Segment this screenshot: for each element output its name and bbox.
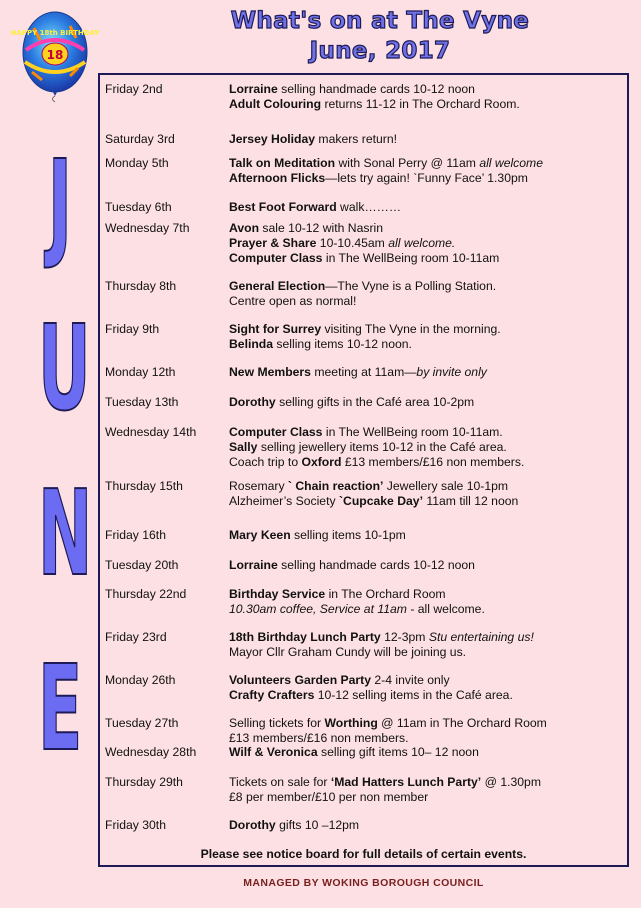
event-description <box>229 425 629 470</box>
event-line <box>229 745 629 760</box>
event-line <box>229 171 629 186</box>
event-text: Prayer & Share <box>229 236 317 250</box>
event-text: Dorothy <box>229 395 276 409</box>
event-line <box>229 479 629 494</box>
event-text: Wilf & Veronica <box>229 745 318 759</box>
event-day: Saturday 3rd <box>105 132 175 146</box>
event-line <box>229 425 629 440</box>
event-line <box>229 82 629 97</box>
event-text: Sight for Surrey <box>229 322 322 336</box>
event-text: Best Foot Forward <box>229 200 337 214</box>
event-text: Worthing <box>324 716 378 730</box>
event-text: Alzheimer’s Society <box>229 494 339 508</box>
event-text: —lets try again! `Funny Face’ 1.30pm <box>325 171 528 185</box>
event-day: Friday 2nd <box>105 82 163 96</box>
event-line <box>229 558 629 573</box>
event-text: 10-10.45am <box>316 236 389 250</box>
event-text: @ 1.30pm <box>481 775 541 789</box>
event-text: Mayor Cllr Graham Cundy will be joining us. <box>229 645 467 659</box>
event-day: Wednesday 7th <box>105 221 190 235</box>
event-text: walk……… <box>336 200 402 214</box>
event-line <box>229 236 629 251</box>
event-text: New Members <box>229 365 311 379</box>
month-letter: N <box>38 464 93 602</box>
event-text: - all welcome. <box>406 602 485 616</box>
event-text: in The WellBeing room 10-11am <box>322 251 500 265</box>
event-text: Jewellery sale 10-1pm <box>383 479 509 493</box>
event-day: Wednesday 28th <box>105 745 197 759</box>
event-line <box>229 775 629 790</box>
event-text: `Cupcake Day’ <box>338 494 423 508</box>
event-text: Mary Keen <box>229 528 291 542</box>
event-text: Dorothy <box>229 818 276 832</box>
title-line-1: What's on at The Vyne <box>230 8 530 34</box>
event-text: selling handmade cards 10-12 noon <box>277 82 475 96</box>
event-line <box>229 440 629 455</box>
event-text: Sally <box>229 440 258 454</box>
event-line <box>229 279 629 294</box>
event-description <box>229 673 629 703</box>
balloon-text: HAPPY 18th BIRTHDAY <box>10 29 100 37</box>
event-line <box>229 132 629 147</box>
event-text: Tickets on sale for <box>229 775 331 789</box>
event-text: Selling tickets for <box>229 716 325 730</box>
event-description <box>229 630 629 660</box>
event-line <box>229 673 629 688</box>
event-description <box>229 716 629 746</box>
event-line <box>229 200 629 215</box>
event-line <box>229 645 629 660</box>
event-text: 2-4 invite only <box>371 673 450 687</box>
event-description <box>229 322 629 352</box>
event-day: Thursday 15th <box>105 479 183 493</box>
birthday-balloon-icon <box>10 10 100 102</box>
event-text: 10.30am coffee, Service at 11am <box>229 602 407 616</box>
event-text: with Sonal Perry @ 11am <box>335 156 480 170</box>
event-text: £8 per member/£10 per non member <box>229 790 429 804</box>
event-text: Centre open as normal! <box>229 294 357 308</box>
event-description <box>229 82 629 112</box>
event-description <box>229 818 629 833</box>
event-description <box>229 279 629 309</box>
event-text: Birthday Service <box>229 587 326 601</box>
event-day: Monday 26th <box>105 673 176 687</box>
event-text: Rosemary <box>229 479 288 493</box>
event-day: Thursday 29th <box>105 775 183 789</box>
event-text: 18th Birthday Lunch Party <box>229 630 381 644</box>
event-line <box>229 731 629 746</box>
event-text: in The WellBeing room 10-11am. <box>322 425 503 439</box>
event-text: ‘Mad Hatters Lunch Party’ <box>330 775 482 789</box>
event-text: Adult Colouring <box>229 97 322 111</box>
event-line <box>229 818 629 833</box>
event-text: ` Chain reaction’ <box>287 479 384 493</box>
event-description <box>229 200 629 215</box>
event-text: Coach trip to <box>229 455 302 469</box>
event-line <box>229 790 629 805</box>
event-text: Computer Class <box>229 425 323 439</box>
event-text: in The Orchard Room <box>325 587 446 601</box>
event-description <box>229 745 629 760</box>
event-text: sale 10-12 with Nasrin <box>259 221 383 235</box>
event-text: selling items 10-1pm <box>290 528 406 542</box>
event-line <box>229 294 629 309</box>
event-text: Avon <box>229 221 260 235</box>
event-text: selling items 10-12 noon. <box>273 337 412 351</box>
event-text: selling handmade cards 10-12 noon <box>277 558 475 572</box>
event-text: @ 11am in The Orchard Room <box>377 716 547 730</box>
event-line <box>229 156 629 171</box>
event-description <box>229 775 629 805</box>
event-day: Friday 9th <box>105 322 160 336</box>
event-day: Friday 16th <box>105 528 166 542</box>
event-day: Thursday 22nd <box>105 587 187 601</box>
event-line <box>229 221 629 236</box>
event-text: makers return! <box>315 132 397 146</box>
event-description <box>229 365 629 380</box>
page-title <box>150 6 610 66</box>
event-text: Lorraine <box>229 82 278 96</box>
events-box <box>98 73 629 867</box>
event-line <box>229 455 629 470</box>
event-line <box>229 602 629 617</box>
event-text: all welcome. <box>388 236 456 250</box>
event-description <box>229 479 629 509</box>
event-day: Thursday 8th <box>105 279 177 293</box>
event-line <box>229 688 629 703</box>
event-line <box>229 322 629 337</box>
event-text: Lorraine <box>229 558 278 572</box>
event-day: Tuesday 13th <box>105 395 179 409</box>
event-line <box>229 97 629 112</box>
event-line <box>229 716 629 731</box>
event-text: 10-12 selling items in the Café area. <box>314 688 513 702</box>
event-text: meeting at 11am— <box>310 365 417 379</box>
event-text: 11am till 12 noon <box>422 494 519 508</box>
event-day: Tuesday 6th <box>105 200 172 214</box>
event-text: all welcome <box>479 156 543 170</box>
event-day: Friday 30th <box>105 818 166 832</box>
event-text: Talk on Meditation <box>229 156 336 170</box>
event-day: Monday 5th <box>105 156 169 170</box>
notice-text: Please see notice board for full details of certain events. <box>200 847 527 861</box>
event-text: selling jewellery items 10-12 in the Café area. <box>257 440 507 454</box>
event-text: £13 members/£16 non members. <box>229 731 409 745</box>
event-description <box>229 558 629 573</box>
event-line <box>229 630 629 645</box>
month-letter: E <box>38 639 83 777</box>
event-text: Afternoon Flicks <box>229 171 326 185</box>
event-description <box>229 528 629 543</box>
event-text: Computer Class <box>229 251 323 265</box>
event-line <box>229 395 629 410</box>
event-text: returns 11-12 in The Orchard Room. <box>321 97 520 111</box>
event-line <box>229 494 629 509</box>
event-text: selling gift items 10– 12 noon <box>317 745 479 759</box>
event-text: Stu entertaining us! <box>428 630 534 644</box>
event-text: Belinda <box>229 337 274 351</box>
title-line-2: June, 2017 <box>309 38 451 64</box>
event-day: Monday 12th <box>105 365 176 379</box>
event-text: —The Vyne is a Polling Station. <box>325 279 497 293</box>
month-letter: U <box>38 299 91 437</box>
event-text: Volunteers Garden Party <box>229 673 372 687</box>
event-description <box>229 132 629 147</box>
event-text: Jersey Holiday <box>229 132 316 146</box>
balloon-number: 18 <box>46 48 64 62</box>
event-text: visiting The Vyne in the morning. <box>321 322 501 336</box>
event-description <box>229 221 629 266</box>
event-description <box>229 156 629 186</box>
event-text: 12-3pm <box>380 630 429 644</box>
event-text: Oxford <box>301 455 342 469</box>
event-line <box>229 528 629 543</box>
event-text: General Election <box>229 279 326 293</box>
event-day: Tuesday 20th <box>105 558 179 572</box>
event-line <box>229 251 629 266</box>
event-day: Tuesday 27th <box>105 716 179 730</box>
event-line <box>229 587 629 602</box>
event-day: Friday 23rd <box>105 630 167 644</box>
event-text: gifts 10 –12pm <box>275 818 360 832</box>
event-text: £13 members/£16 non members. <box>341 455 525 469</box>
event-text: by invite only <box>416 365 487 379</box>
event-line <box>229 337 629 352</box>
month-letter: J <box>47 134 73 272</box>
event-text: Crafty Crafters <box>229 688 315 702</box>
event-line <box>229 365 629 380</box>
footer-text: MANAGED BY WOKING BOROUGH COUNCIL <box>243 877 484 889</box>
event-text: selling gifts in the Café area 10-2pm <box>275 395 475 409</box>
event-description <box>229 395 629 410</box>
event-day: Wednesday 14th <box>105 425 197 439</box>
event-description <box>229 587 629 617</box>
